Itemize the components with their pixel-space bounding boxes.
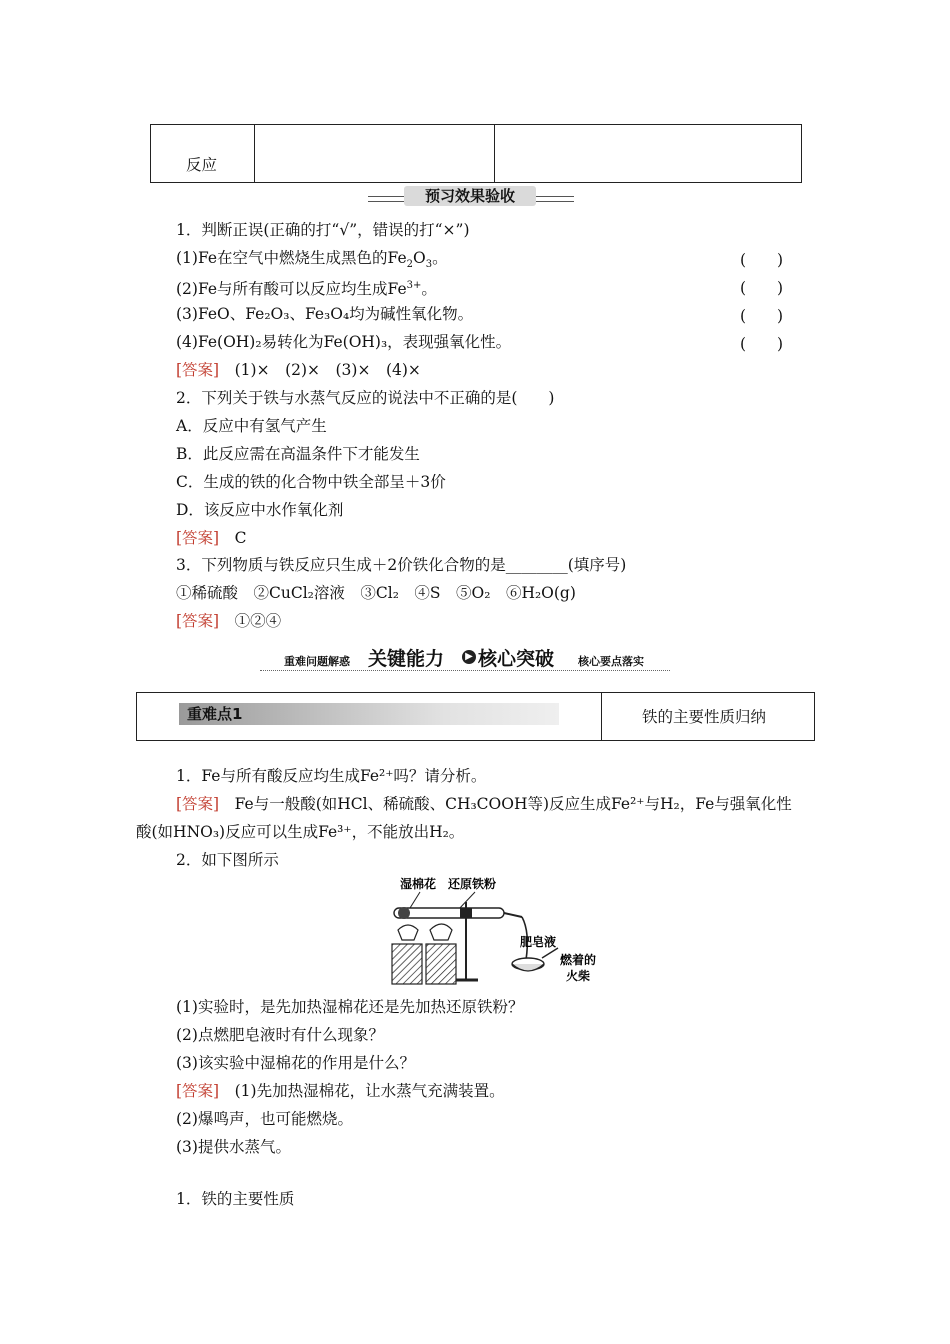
apparatus-figure bbox=[380, 872, 610, 990]
arrow-icon: ▶ bbox=[462, 650, 476, 664]
q1-item-2: (2)Fe与所有酸可以反应均生成$Fe^{3+}$。 bbox=[176, 280, 437, 299]
table-cell-empty bbox=[255, 125, 495, 182]
apparatus-diagram bbox=[380, 872, 610, 990]
banner-rule bbox=[260, 670, 670, 671]
s2-final-heading: 1．铁的主要性质 bbox=[176, 1190, 295, 1208]
q3-stem: 3．下列物质与铁反应只生成＋2价铁化合物的是________(填序号) bbox=[176, 556, 627, 574]
banner-main-2: 核心突破 bbox=[478, 648, 555, 670]
q1-stem: 1．判断正误(正确的打“√”，错误的打“×”) bbox=[176, 221, 470, 239]
label-iron-powder: 还原铁粉 bbox=[448, 877, 497, 891]
s2-q2: 2．如下图所示 bbox=[176, 851, 279, 869]
banner-title: 预习效果验收 bbox=[404, 186, 536, 206]
q1-item-3-paren: ( ) bbox=[740, 307, 784, 325]
q1-item-3: (3)FeO、Fe₂O₃、Fe₃O₄均为碱性氧化物。 bbox=[176, 305, 474, 323]
s2-subq-1: (1)实验时，是先加热湿棉花还是先加热还原铁粉？ bbox=[176, 998, 524, 1016]
top-table bbox=[150, 124, 802, 183]
s2-subq-2: (2)点燃肥皂液时有什么现象？ bbox=[176, 1026, 384, 1044]
burner-left-top bbox=[398, 925, 418, 940]
q1-item-2-paren: ( ) bbox=[740, 279, 784, 297]
banner-bar-right bbox=[536, 196, 574, 202]
banner-right-text: 核心要点落实 bbox=[578, 655, 644, 668]
table-cell-label bbox=[151, 125, 255, 182]
label-cotton: 湿棉花 bbox=[400, 877, 437, 891]
s2-answer-1: [答案] (1)先加热湿棉花，让水蒸气充满装置。 bbox=[176, 1082, 505, 1100]
banner-main-1: 关键能力 bbox=[368, 648, 445, 670]
banner-left-text: 重难问题解惑 bbox=[284, 655, 350, 668]
match-stick bbox=[542, 948, 558, 958]
section-banner-key bbox=[260, 644, 670, 672]
banner-bar-left bbox=[368, 196, 404, 202]
difficulty-box bbox=[136, 692, 815, 741]
label-match-1: 燃着的 bbox=[560, 953, 597, 967]
q1-item-4: (4)Fe(OH)₂易转化为Fe(OH)₃，表现强氧化性。 bbox=[176, 333, 512, 351]
s2-q1-answer-l2: 酸(如HNO₃)反应可以生成Fe³⁺，不能放出H₂。 bbox=[136, 823, 465, 841]
s2-subq-3: (3)该实验中湿棉花的作用是什么？ bbox=[176, 1054, 415, 1072]
burner-left bbox=[392, 944, 422, 984]
q2-option-b: B．此反应需在高温条件下才能发生 bbox=[176, 445, 420, 463]
answer-tag: [答案] bbox=[176, 361, 220, 379]
difficulty-title: 铁的主要性质归纳 bbox=[642, 708, 767, 726]
s2-q1: 1．Fe与所有酸反应均生成Fe²⁺吗？请分析。 bbox=[176, 767, 487, 785]
s2-answer-3: (3)提供水蒸气。 bbox=[176, 1138, 291, 1156]
q1-answer: [答案] (1)× (2)× (3)× (4)× bbox=[176, 361, 421, 379]
q2-option-d: D．该反应中水作氧化剂 bbox=[176, 501, 344, 519]
q2-option-c: C．生成的铁的化合物中铁全部呈＋3价 bbox=[176, 473, 446, 491]
cotton-ball bbox=[398, 907, 410, 919]
s2-q1-answer-l1: [答案] Fe与一般酸(如HCl、稀硫酸、CH₃COOH等)反应生成Fe²⁺与H₂，Fe与强氧化性 bbox=[176, 795, 792, 813]
answer-tag: [答案] bbox=[176, 529, 220, 547]
table-row-label: 反应 bbox=[186, 156, 218, 174]
label-match-2: 火柴 bbox=[566, 969, 591, 983]
answer-tag: [答案] bbox=[176, 1082, 220, 1100]
difficulty-label: 重难点1 bbox=[187, 705, 243, 723]
burner-right-top bbox=[430, 924, 452, 940]
answer-tag: [答案] bbox=[176, 795, 220, 813]
q1-item-1-paren: ( ) bbox=[740, 251, 784, 269]
label-soap: 肥皂液 bbox=[520, 935, 557, 949]
q2-stem: 2．下列关于铁与水蒸气反应的说法中不正确的是( ) bbox=[176, 389, 555, 407]
q1-item-4-paren: ( ) bbox=[740, 335, 784, 353]
burner-right bbox=[426, 944, 456, 984]
q2-option-a: A．反应中有氢气产生 bbox=[176, 417, 327, 435]
reaction-tube bbox=[394, 908, 504, 918]
s2-answer-2: (2)爆鸣声，也可能燃烧。 bbox=[176, 1110, 353, 1128]
q3-options: ①稀硫酸 ②CuCl₂溶液 ③Cl₂ ④S ⑤O₂ ⑥H₂O(g) bbox=[176, 584, 576, 602]
difficulty-box-left bbox=[137, 693, 602, 740]
clamp bbox=[460, 908, 472, 918]
q2-answer: [答案] C bbox=[176, 529, 247, 547]
q1-item-1: (1)Fe在空气中燃烧生成黑色的$Fe_2O_3$。 bbox=[176, 249, 448, 271]
q3-answer: [答案] ①②④ bbox=[176, 612, 282, 630]
answer-tag: [答案] bbox=[176, 612, 220, 630]
section-banner-preview bbox=[368, 186, 574, 208]
